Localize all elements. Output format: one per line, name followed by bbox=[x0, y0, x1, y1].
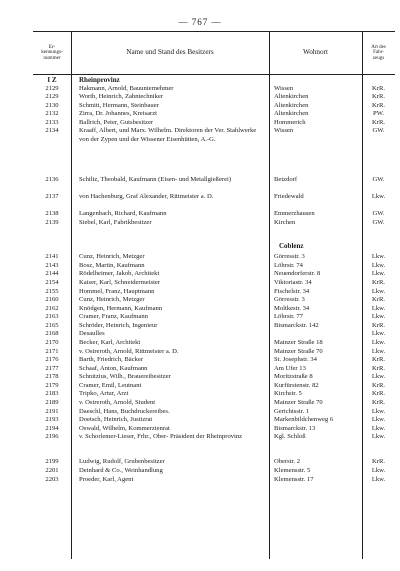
table-row-nr: 2160 bbox=[45, 296, 59, 304]
table-row-address: Moltkestr. 34 bbox=[274, 304, 310, 312]
table-row-type: Lkw. bbox=[371, 338, 386, 346]
table-row-nr: 2170 bbox=[45, 338, 59, 346]
table-row-name: Cramer, Emil, Leutnant bbox=[79, 381, 142, 389]
table-row-type: Lkw. bbox=[371, 347, 386, 355]
table-row-name: Knödgen, Hermann, Kaufmann bbox=[79, 304, 163, 312]
header-owner-name: Name und Stand des Besitzers bbox=[126, 48, 214, 57]
table-row-name: Zirra, Dr. Johannes, Kreisarzt bbox=[79, 110, 157, 118]
table-row-name: v. Schorlemer-Lieser, Frhr., Ober- Präsident der Rheinprovinz bbox=[79, 433, 243, 441]
table-row-nr: 2193 bbox=[45, 416, 59, 424]
table-row-address: Klemensstr. 5 bbox=[274, 466, 311, 474]
table-row-nr: 2163 bbox=[45, 313, 59, 321]
register-table bbox=[33, 31, 395, 559]
table-row-name: Langenbach, Richard, Kaufmann bbox=[79, 210, 167, 218]
table-row-name: Worth, Heinrich, Zahntechniker bbox=[79, 93, 164, 101]
section-heading bbox=[33, 242, 395, 251]
table-row-name: von Hachenburg, Graf Alexander, Rittmeister a. D. bbox=[79, 193, 214, 201]
table-row-address: Görresstr. 3 bbox=[274, 253, 305, 261]
table-row-name: Rödelheimer, Jakob, Architekt bbox=[79, 270, 160, 278]
table-row-nr: 2136 bbox=[45, 176, 59, 184]
table-row-name: Becker, Karl, Architekt bbox=[79, 338, 141, 346]
table-row-type: KrR. bbox=[371, 390, 385, 398]
table-row-type: KrR. bbox=[371, 118, 385, 126]
table-row-address: Bismarckstr. 142 bbox=[274, 321, 319, 329]
table-row-type: GW. bbox=[372, 219, 385, 227]
table-row-address: Mainzer Straße 70 bbox=[274, 399, 323, 407]
table-row-address: Kirchen bbox=[274, 219, 296, 227]
table-row-address: Neuendorferstr. 8 bbox=[274, 270, 321, 278]
table-row bbox=[33, 176, 395, 193]
table-row-name: Siebel, Karl, Fabrikbesitzer bbox=[79, 219, 152, 227]
table-row-type: GW. bbox=[372, 127, 385, 135]
table-row-type: Lkw. bbox=[371, 193, 386, 201]
table-row-name: Cramer, Franz, Kaufmann bbox=[79, 313, 148, 321]
table-row-name: Schiltz, Theobald, Kaufmann (Eisen- und Metallgießerei) bbox=[79, 176, 232, 184]
table-row-type: Lkw. bbox=[371, 424, 386, 432]
table-row-address: Wissen bbox=[274, 127, 294, 135]
section-title: Coblenz bbox=[279, 241, 304, 250]
table-row-nr: 2143 bbox=[45, 261, 59, 269]
header-residence: Wohnort bbox=[303, 48, 328, 57]
table-row-type: KrR. bbox=[371, 84, 385, 92]
table-row-address: Altenkirchen bbox=[274, 101, 309, 109]
table-row-name: Schröder, Heinrich, Ingenieur bbox=[79, 321, 158, 329]
table-row-nr: 2178 bbox=[45, 373, 59, 381]
table-row-type: Lkw. bbox=[371, 287, 386, 295]
table-row-name: Schnitzius, Wilh., Brauereibesitzer bbox=[79, 373, 171, 381]
table-row-name: Proeder, Karl, Agent bbox=[79, 475, 134, 483]
table-row-nr: 2132 bbox=[45, 110, 59, 118]
table-row-name: v. Ostreroth, Arnold, Student bbox=[79, 399, 156, 407]
table-row-address: Görresstr. 3 bbox=[274, 296, 305, 304]
table-row-name: Bosz, Martin, Kaufmann bbox=[79, 261, 145, 269]
table-row-name: Desaulles bbox=[79, 330, 105, 338]
table-row-nr: 2154 bbox=[45, 278, 59, 286]
table-row-address: Wissen bbox=[274, 84, 294, 92]
section-title: Rheinprovinz bbox=[79, 76, 120, 84]
table-row-type: KrR. bbox=[371, 101, 385, 109]
table-row-type: KrR. bbox=[371, 364, 385, 372]
header-vehicle-type: Art des Fahr- zeugs bbox=[371, 45, 386, 61]
table-row-nr: 2141 bbox=[45, 253, 59, 261]
table-row-name: Kaiser, Karl, Schneidermeister bbox=[79, 278, 161, 286]
table-row-name: Schaaf, Anton, Kaufmann bbox=[79, 364, 148, 372]
table-row-nr: 2194 bbox=[45, 424, 59, 432]
table-row-type: Lkw. bbox=[371, 475, 386, 483]
table-row-nr: 2137 bbox=[45, 193, 59, 201]
table-row-type: GW. bbox=[372, 176, 385, 184]
page-number: — 767 — bbox=[178, 17, 222, 27]
table-row-type: KrR. bbox=[371, 278, 385, 286]
table-row bbox=[33, 193, 395, 210]
table-row-nr: 2133 bbox=[45, 118, 59, 126]
table-row-address: Kurfürstenstr. 82 bbox=[274, 381, 319, 389]
table-row-nr: 2144 bbox=[45, 270, 59, 278]
table-row-address: Klemensstr. 17 bbox=[274, 475, 314, 483]
table-row-address: Markenbildchenweg 6 bbox=[274, 416, 334, 424]
table-row-nr: 2134 bbox=[45, 127, 59, 135]
table-row-address: Mainzer Straße 70 bbox=[274, 347, 323, 355]
table-row-address: Betzdorf bbox=[274, 176, 298, 184]
table-row-type: KrR. bbox=[371, 381, 385, 389]
table-row-type: Lkw. bbox=[371, 253, 386, 261]
table-row-address: Gerichtsstr. 1 bbox=[274, 407, 310, 415]
table-row-type: Lkw. bbox=[371, 313, 386, 321]
table-row bbox=[33, 433, 395, 450]
table-row-nr: 2171 bbox=[45, 347, 59, 355]
table-row-name: Hommel, Franz, Hauptmann bbox=[79, 287, 155, 295]
table-row-address: Friedewald bbox=[274, 193, 304, 201]
table-row-name: Ballrich, Peter, Gutsbesitzer bbox=[79, 118, 154, 126]
table-row-address: St. Josephstr. 34 bbox=[274, 356, 317, 364]
table-row-name: Doetsch, Heinrich, Justizrat bbox=[79, 416, 153, 424]
table-row-type: PW. bbox=[373, 110, 384, 118]
table-row-nr: 2129 bbox=[45, 93, 59, 101]
table-row-nr: 2176 bbox=[45, 356, 59, 364]
table-row-name: Daeschl, Hans, Buchdruckereibes. bbox=[79, 407, 170, 415]
table-row-type: Lkw. bbox=[371, 466, 386, 474]
table-row-address: Mainzer Straße 18 bbox=[274, 338, 323, 346]
table-row-nr: 2196 bbox=[45, 433, 59, 441]
table-row-name: Ludwig, Rudolf, Grubenbesitzer bbox=[79, 458, 165, 466]
table-header bbox=[33, 31, 395, 75]
table-row-name: Tripko, Artur, Arzt bbox=[79, 390, 129, 398]
table-row-type: KrR. bbox=[371, 399, 385, 407]
table-row-type: Lkw. bbox=[371, 304, 386, 312]
table-row-name: Cunz, Heinrich, Metzger bbox=[79, 296, 145, 304]
table-row-address: Bismarckstr. 13 bbox=[274, 424, 316, 432]
table-row-address: Viktoriastr. 34 bbox=[274, 278, 312, 286]
table-row-type: Lkw. bbox=[371, 433, 386, 441]
table-row-type: KrR. bbox=[371, 458, 385, 466]
table-row-nr: 2129 bbox=[45, 84, 59, 92]
table-row-type: Lkw. bbox=[371, 330, 386, 338]
table-row-name: Schmitt, Hermann, Steinbauer bbox=[79, 101, 159, 109]
section-code: I Z bbox=[47, 76, 57, 84]
table-row-nr: 2139 bbox=[45, 219, 59, 227]
table-row-nr: 2177 bbox=[45, 364, 59, 372]
table-row-type: KrR. bbox=[371, 296, 385, 304]
table-row-nr: 2168 bbox=[45, 330, 59, 338]
table-row-address: Löhrstr. 77 bbox=[274, 313, 303, 321]
table-row-address: Am Ufer 13 bbox=[274, 364, 306, 372]
table-row-nr: 2199 bbox=[45, 458, 59, 466]
table-row-address: Hommerich bbox=[274, 118, 306, 126]
table-row-name: Barth, Friedrich, Bäcker bbox=[79, 356, 144, 364]
table-row-name: v. Ostreroth, Arnold, Rittmeister a. D. bbox=[79, 347, 179, 355]
table-row-nr: 2155 bbox=[45, 287, 59, 295]
table-row-type: Lkw. bbox=[371, 270, 386, 278]
table-row-type: KrR. bbox=[371, 356, 385, 364]
table-row-nr: 2165 bbox=[45, 321, 59, 329]
table-row-nr: 2183 bbox=[45, 390, 59, 398]
table-row-type: Lkw. bbox=[371, 416, 386, 424]
table-row-type: GW. bbox=[372, 210, 385, 218]
table-row-address: Moritzstraße 8 bbox=[274, 373, 313, 381]
table-row-address: Oberstr. 2 bbox=[274, 458, 301, 466]
section-heading bbox=[33, 76, 395, 85]
table-row bbox=[33, 127, 395, 176]
table-row-type: KrR. bbox=[371, 93, 385, 101]
table-row-type: KrR. bbox=[371, 321, 385, 329]
table-row-name: Oswald, Wilhelm, Kommerzienrat bbox=[79, 424, 170, 432]
table-row-name: Kraaff, Albert, und Marx. Wilhelm. Direktoren der Ver. Stahlwerke von der Zypen und der Wissener Eisenhütten, A.-G. bbox=[79, 127, 257, 143]
table-row-nr: 2201 bbox=[45, 466, 59, 474]
table-row-name: Hakmann, Arnold, Bauunternehmer bbox=[79, 84, 174, 92]
table-row-type: Lkw. bbox=[371, 261, 386, 269]
table-row-nr: 2189 bbox=[45, 399, 59, 407]
table-row-address: Löhrstr. 74 bbox=[274, 261, 303, 269]
table-row-address: Altenkirchen bbox=[274, 93, 309, 101]
table-row-nr: 2179 bbox=[45, 381, 59, 389]
table-row-address: Kirchstr. 5 bbox=[274, 390, 302, 398]
table-row-address: Altenkirchen bbox=[274, 110, 309, 118]
table-row-address: Kgl. Schloß bbox=[274, 433, 306, 441]
table-row-name: Cunz, Heinrich, Metzger bbox=[79, 253, 145, 261]
table-row-nr: 2130 bbox=[45, 101, 59, 109]
table-row-nr: 2162 bbox=[45, 304, 59, 312]
table-row-type: Lkw. bbox=[371, 373, 386, 381]
table-row-address: Emmerzhausen bbox=[274, 210, 315, 218]
table-row-address: Fischelstr. 34 bbox=[274, 287, 310, 295]
table-row-name: Deinhard & Co., Weinhandlung bbox=[79, 466, 163, 474]
header-recognition-number: Er- kennungs- nummer bbox=[41, 43, 63, 61]
table-row-nr: 2203 bbox=[45, 475, 59, 483]
table-row-type: Lkw. bbox=[371, 407, 386, 415]
table-row-nr: 2138 bbox=[45, 210, 59, 218]
table-row-nr: 2191 bbox=[45, 407, 59, 415]
table-body bbox=[33, 73, 395, 484]
